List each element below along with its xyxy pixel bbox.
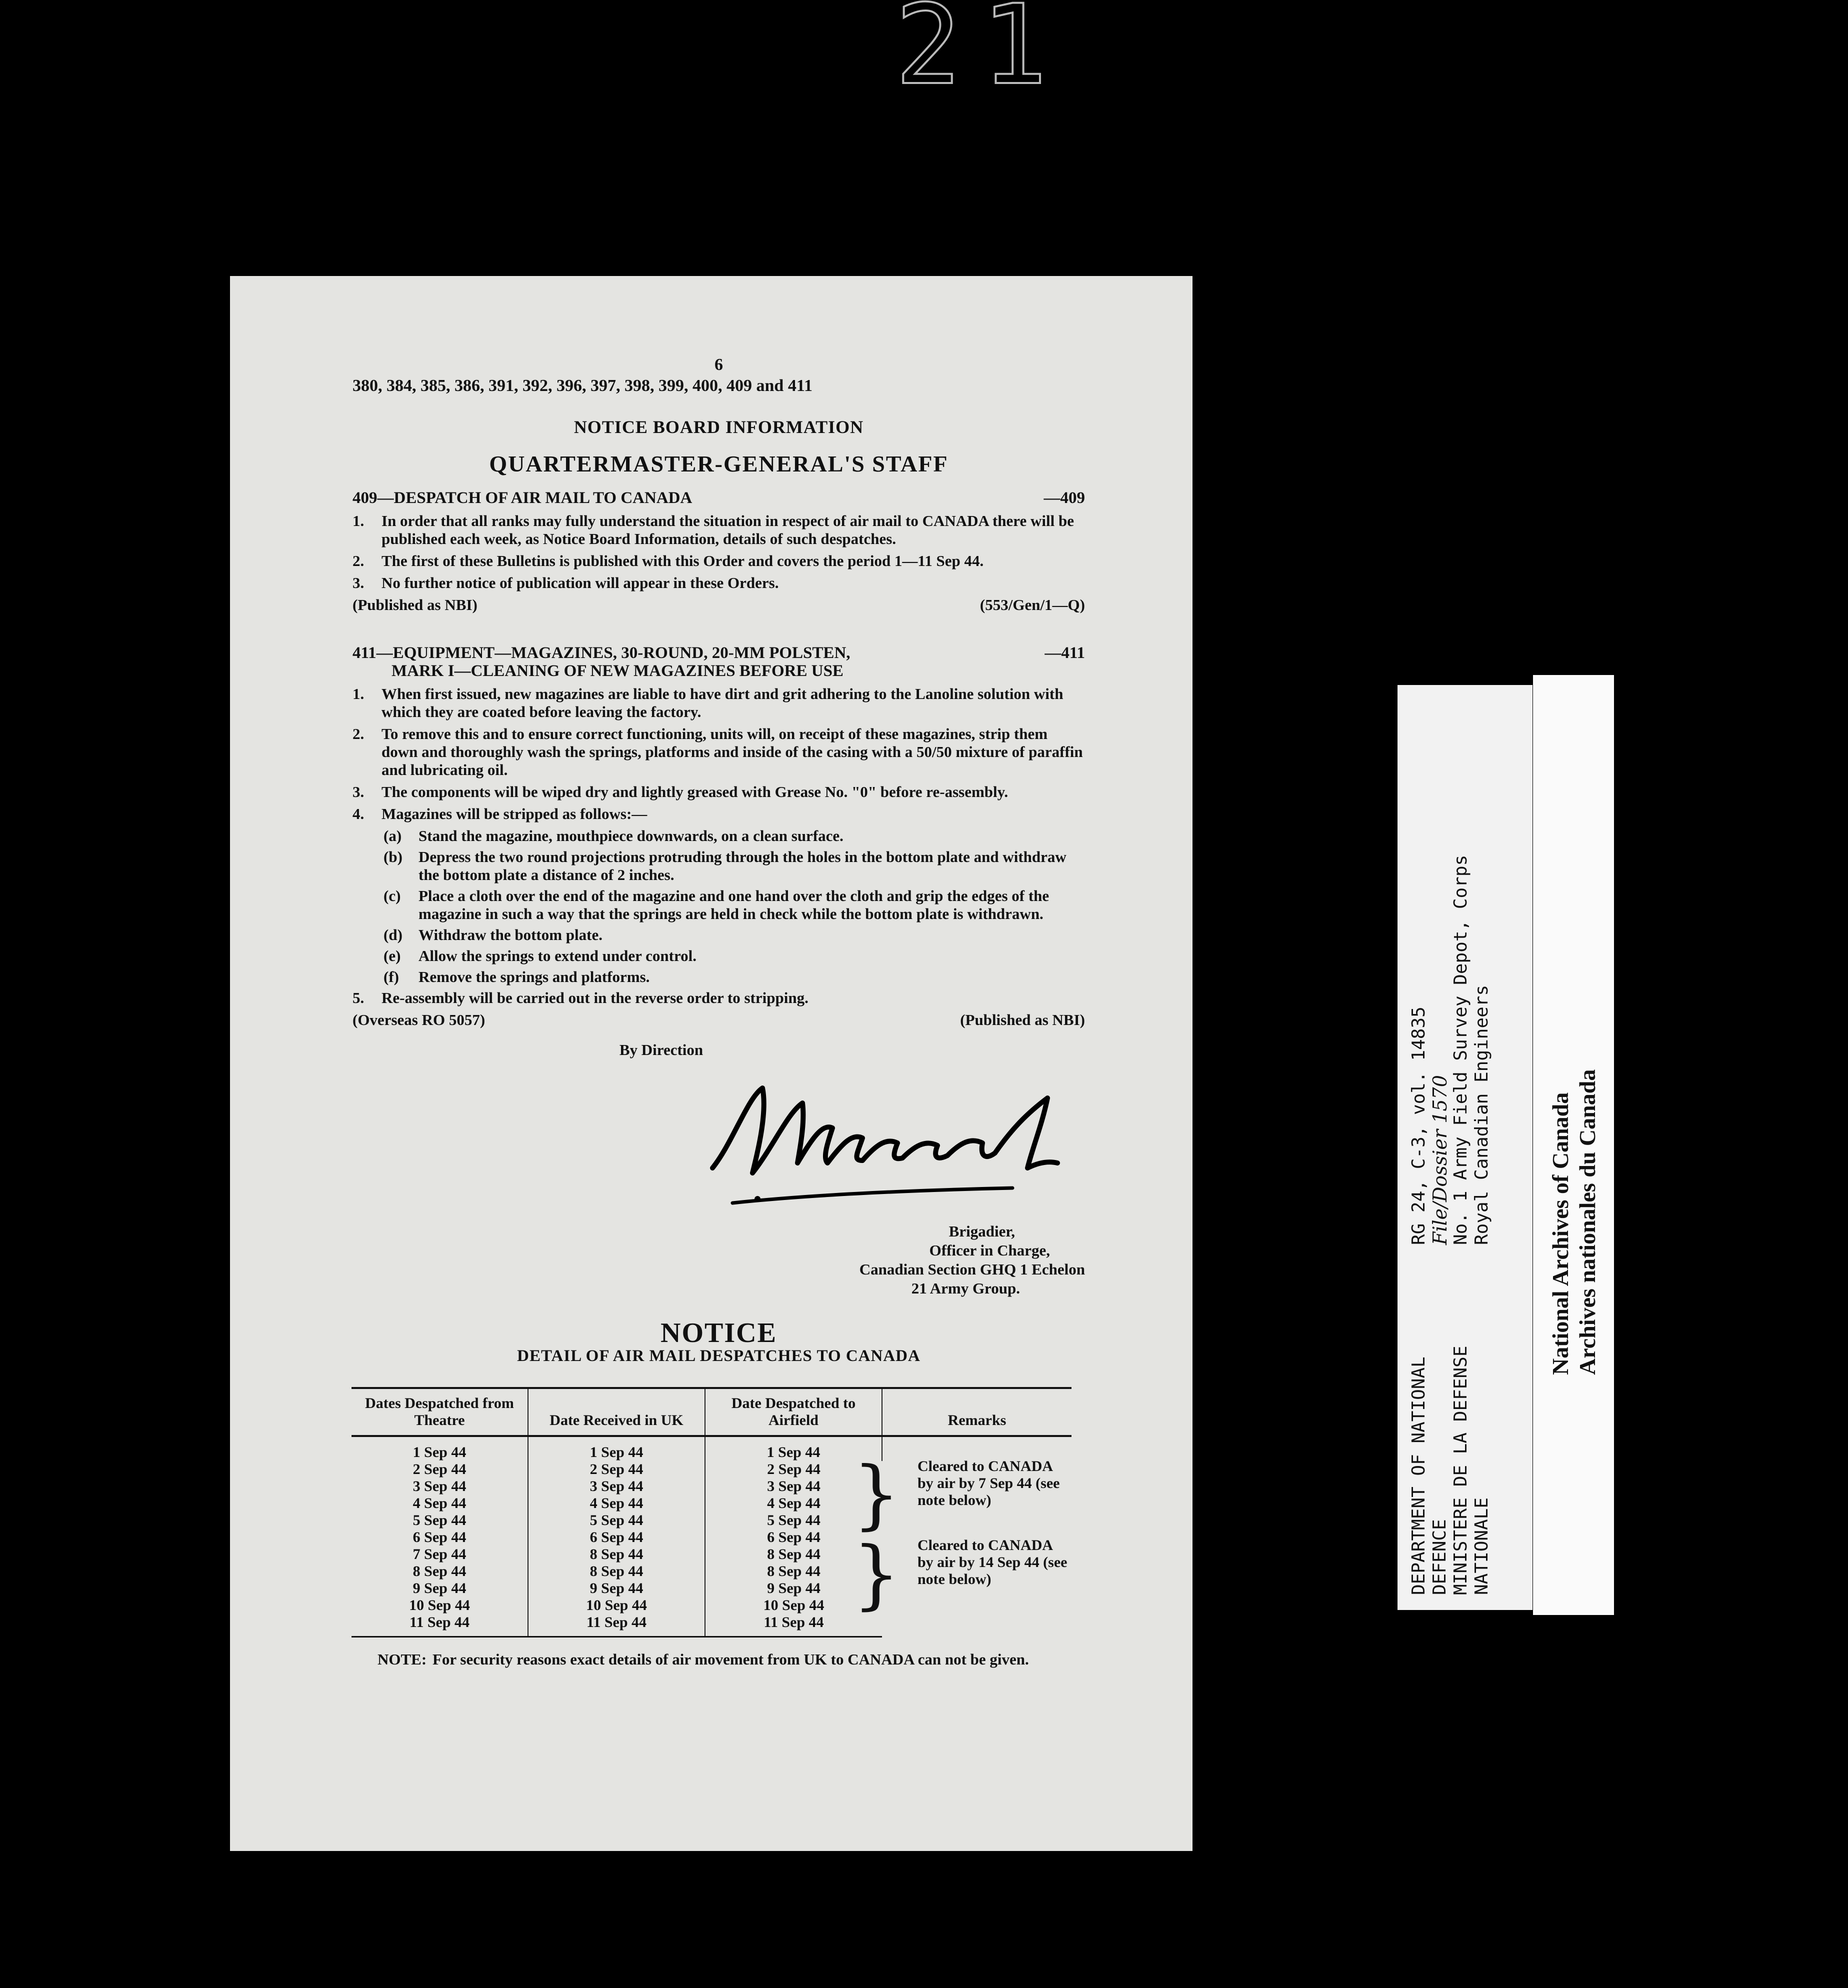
sub-step-text: Remove the springs and platforms. bbox=[418, 968, 650, 986]
table-cell: 3 Sep 44 bbox=[352, 1478, 528, 1495]
order-409-number: —409 bbox=[1044, 489, 1085, 507]
sub-step-label: (b) bbox=[384, 848, 402, 866]
remarks-cell bbox=[882, 1436, 1072, 1637]
table-cell: 1 Sep 44 bbox=[528, 1436, 705, 1461]
reference-line: Royal Canadian Engineers bbox=[1472, 984, 1492, 1245]
para-text: In order that all ranks may fully understand the situation in respect of air mail to CANADA there will be published each week, as Notice Board Information, details of such despatches. bbox=[382, 512, 1074, 548]
column-header: Date Received in UK bbox=[528, 1388, 705, 1436]
dept-line: DEPARTMENT OF NATIONAL bbox=[1408, 1356, 1429, 1595]
table-cell: 5 Sep 44 bbox=[528, 1512, 705, 1529]
brace-icon: } bbox=[852, 1531, 900, 1618]
sub-step-text: Place a cloth over the end of the magazine and one hand over the cloth and grip the edges of the magazine in such a way that the springs are held in check while the bottom plate is withdrawn. bbox=[418, 887, 1050, 922]
table-cell: 10 Sep 44 bbox=[528, 1597, 705, 1614]
order-411-para-1 bbox=[352, 685, 1085, 721]
table-cell: 10 Sep 44 bbox=[352, 1597, 528, 1614]
sub-step-label: (e) bbox=[384, 947, 401, 964]
table-cell: 6 Sep 44 bbox=[352, 1529, 528, 1546]
reference-line: RG 24, C-3, vol. 14835 bbox=[1408, 1006, 1429, 1245]
notice-title: NOTICE bbox=[660, 1318, 777, 1348]
column-header: Date Despatched to Airfield bbox=[705, 1388, 882, 1436]
para-number: 2. bbox=[352, 725, 364, 742]
sub-step-text: Allow the springs to extend under control. bbox=[418, 947, 697, 964]
table-cell: 11 Sep 44 bbox=[705, 1614, 882, 1637]
table-cell: 11 Sep 44 bbox=[352, 1614, 528, 1637]
page-number: 6 bbox=[714, 356, 723, 374]
order-411-para-3 bbox=[352, 783, 1085, 801]
order-411-para-4 bbox=[352, 805, 1085, 823]
order-411-number: —411 bbox=[1044, 644, 1085, 662]
signature bbox=[702, 1068, 1082, 1218]
table-cell: 2 Sep 44 bbox=[767, 1461, 820, 1478]
order-409-para-2 bbox=[352, 552, 1085, 570]
table-cell: 8 Sep 44 bbox=[767, 1563, 820, 1580]
table-cell: 8 Sep 44 bbox=[528, 1546, 705, 1563]
archives-name-en: National Archives of Canada bbox=[1548, 1092, 1573, 1375]
order-numbers: 380, 384, 385, 386, 391, 392, 396, 397, 398, 399, 400, 409 and 411 bbox=[352, 376, 812, 395]
para-number: 1. bbox=[352, 512, 364, 530]
para-number: 3. bbox=[352, 574, 364, 592]
staff-title: QUARTERMASTER-GENERAL'S STAFF bbox=[489, 451, 948, 476]
sub-step-label: (a) bbox=[384, 827, 402, 844]
order-409-title: 409—DESPATCH OF AIR MAIL TO CANADA bbox=[352, 489, 692, 507]
note-text: For security reasons exact details of air movement from UK to CANADA can not be given. bbox=[432, 1650, 1029, 1668]
sub-step-c bbox=[384, 887, 1085, 923]
table-cell: 3 Sep 44 bbox=[528, 1478, 705, 1495]
table-cell: 9 Sep 44 bbox=[352, 1580, 528, 1597]
signature-block bbox=[352, 1222, 1085, 1298]
table-cell: 2 Sep 44 bbox=[528, 1461, 705, 1478]
table-cell: 1 Sep 44 bbox=[705, 1436, 882, 1461]
sub-step-label: (d) bbox=[384, 926, 402, 944]
published-left: (Published as NBI) bbox=[352, 596, 478, 614]
para-text: To remove this and to ensure correct functioning, units will, on receipt of these magazines, strip them down and thoroughly wash the springs, platforms and inside of the casing with a 50/50 mixture of paraffin and lubricating oil. bbox=[382, 725, 1083, 778]
table-header-row bbox=[352, 1388, 1072, 1436]
table-cell: 8 Sep 44 bbox=[528, 1563, 705, 1580]
table-cell: 8 Sep 44 bbox=[767, 1546, 820, 1562]
signatory-group: 21 Army Group. bbox=[911, 1280, 1020, 1297]
remark-1: Cleared to CANADA by air by 7 Sep 44 (see note below) bbox=[918, 1458, 1060, 1508]
table-cell: 2 Sep 44 bbox=[352, 1461, 528, 1478]
archival-label-card bbox=[1398, 685, 1532, 1610]
order-411-title-line2: MARK I—CLEANING OF NEW MAGAZINES BEFORE USE bbox=[392, 662, 844, 680]
table-cell: 1 Sep 44 bbox=[352, 1436, 528, 1461]
table-cell: 6 Sep 44 bbox=[767, 1529, 820, 1546]
sub-step-text: Withdraw the bottom plate. bbox=[418, 926, 602, 944]
para-number: 5. bbox=[352, 989, 364, 1006]
para-number: 1. bbox=[352, 685, 364, 702]
published-right: (Published as NBI) bbox=[960, 1011, 1085, 1028]
table-cell: 10 Sep 44 bbox=[763, 1597, 824, 1614]
order-409-para-1 bbox=[352, 512, 1085, 548]
dept-line: NATIONALE bbox=[1472, 1497, 1492, 1595]
table-note bbox=[378, 1650, 1085, 1668]
table-cell: 5 Sep 44 bbox=[767, 1512, 820, 1528]
table-cell: 9 Sep 44 bbox=[528, 1580, 705, 1597]
column-header: Dates Despatched from Theatre bbox=[352, 1388, 528, 1436]
sub-step-e bbox=[384, 947, 1085, 965]
table-cell: 5 Sep 44 bbox=[352, 1512, 528, 1529]
sub-step-d bbox=[384, 926, 1085, 944]
sub-step-text: Depress the two round projections protruding through the holes in the bottom plate and withdraw the bottom plate a distance of 2 inches. bbox=[418, 848, 1066, 884]
para-number: 3. bbox=[352, 783, 364, 800]
signatory-rank: Brigadier, bbox=[948, 1222, 1015, 1240]
sub-step-text: Stand the magazine, mouthpiece downwards, on a clean surface. bbox=[418, 827, 844, 844]
table-cell: 4 Sep 44 bbox=[352, 1495, 528, 1512]
table-cell: 3 Sep 44 bbox=[767, 1478, 820, 1494]
sub-step-a bbox=[384, 827, 1085, 845]
para-number: 2. bbox=[352, 552, 364, 570]
file-number: File/Dossier 1570 bbox=[1429, 1075, 1451, 1245]
document-page bbox=[230, 276, 1192, 1851]
brace-icon: } bbox=[852, 1451, 900, 1538]
order-411-para-2 bbox=[352, 725, 1085, 779]
reference-line: No. 1 Army Field Survey Depot, Corps bbox=[1450, 854, 1471, 1245]
notice-subtitle: DETAIL OF AIR MAIL DESPATCHES TO CANADA bbox=[517, 1347, 920, 1365]
table-cell: 9 Sep 44 bbox=[767, 1580, 820, 1596]
table-cell: 8 Sep 44 bbox=[352, 1563, 528, 1580]
signatory-role: Officer in Charge, bbox=[929, 1242, 1050, 1259]
airmail-table bbox=[352, 1387, 1072, 1638]
airmail-table-wrap bbox=[352, 1387, 1085, 1638]
column-header: Remarks bbox=[882, 1388, 1072, 1436]
para-text: Re-assembly will be carried out in the reverse order to stripping. bbox=[382, 989, 808, 1006]
archives-name-fr: Archives nationales du Canada bbox=[1574, 1069, 1600, 1375]
table-cell: 6 Sep 44 bbox=[528, 1529, 705, 1546]
order-409-publication bbox=[352, 596, 1085, 614]
table-cell: 4 Sep 44 bbox=[528, 1495, 705, 1512]
para-text: No further notice of publication will appear in these Orders. bbox=[382, 574, 779, 592]
dept-line: MINISTERE DE LA DEFENSE bbox=[1450, 1346, 1471, 1595]
signatory-unit: Canadian Section GHQ 1 Echelon bbox=[859, 1260, 1085, 1278]
para-text: Magazines will be stripped as follows:— bbox=[382, 805, 648, 822]
note-label: NOTE: bbox=[378, 1650, 427, 1668]
para-text: When first issued, new magazines are liable to have dirt and grit adhering to the Lanoline solution with which they are coated before leaving the factory. bbox=[382, 685, 1064, 720]
table-cell: 11 Sep 44 bbox=[528, 1614, 705, 1637]
para-number: 4. bbox=[352, 805, 364, 822]
sub-step-b bbox=[384, 848, 1085, 884]
order-411-publication bbox=[352, 1011, 1085, 1029]
table-row bbox=[352, 1436, 1072, 1461]
order-409-heading bbox=[352, 489, 1085, 507]
order-411-para-5 bbox=[352, 989, 1085, 1007]
dept-line: DEFENCE bbox=[1430, 1519, 1450, 1595]
frame-number: 21 bbox=[895, 0, 1068, 109]
remark-2: Cleared to CANADA by air by 14 Sep 44 (see note below) bbox=[918, 1537, 1068, 1588]
para-text: The first of these Bulletins is published with this Order and covers the period 1—11 Sep 44. bbox=[382, 552, 984, 570]
table-cell: 7 Sep 44 bbox=[352, 1546, 528, 1563]
sub-step-label: (c) bbox=[384, 887, 401, 904]
published-right: (553/Gen/1—Q) bbox=[980, 596, 1085, 614]
table-cell: 4 Sep 44 bbox=[767, 1495, 820, 1512]
order-411-title-line1: 411—EQUIPMENT—MAGAZINES, 30-ROUND, 20-MM POLSTEN, bbox=[352, 644, 850, 662]
sub-step-f bbox=[384, 968, 1085, 986]
archives-stamp bbox=[1533, 675, 1614, 1615]
section-title: NOTICE BOARD INFORMATION bbox=[574, 417, 864, 437]
sub-step-label: (f) bbox=[384, 968, 399, 986]
by-direction: By Direction bbox=[619, 1041, 704, 1058]
order-411-heading bbox=[352, 644, 1085, 680]
published-left: (Overseas RO 5057) bbox=[352, 1011, 486, 1028]
order-409-para-3 bbox=[352, 574, 1085, 592]
para-text: The components will be wiped dry and lightly greased with Grease No. "0" before re-assembly. bbox=[382, 783, 1008, 800]
